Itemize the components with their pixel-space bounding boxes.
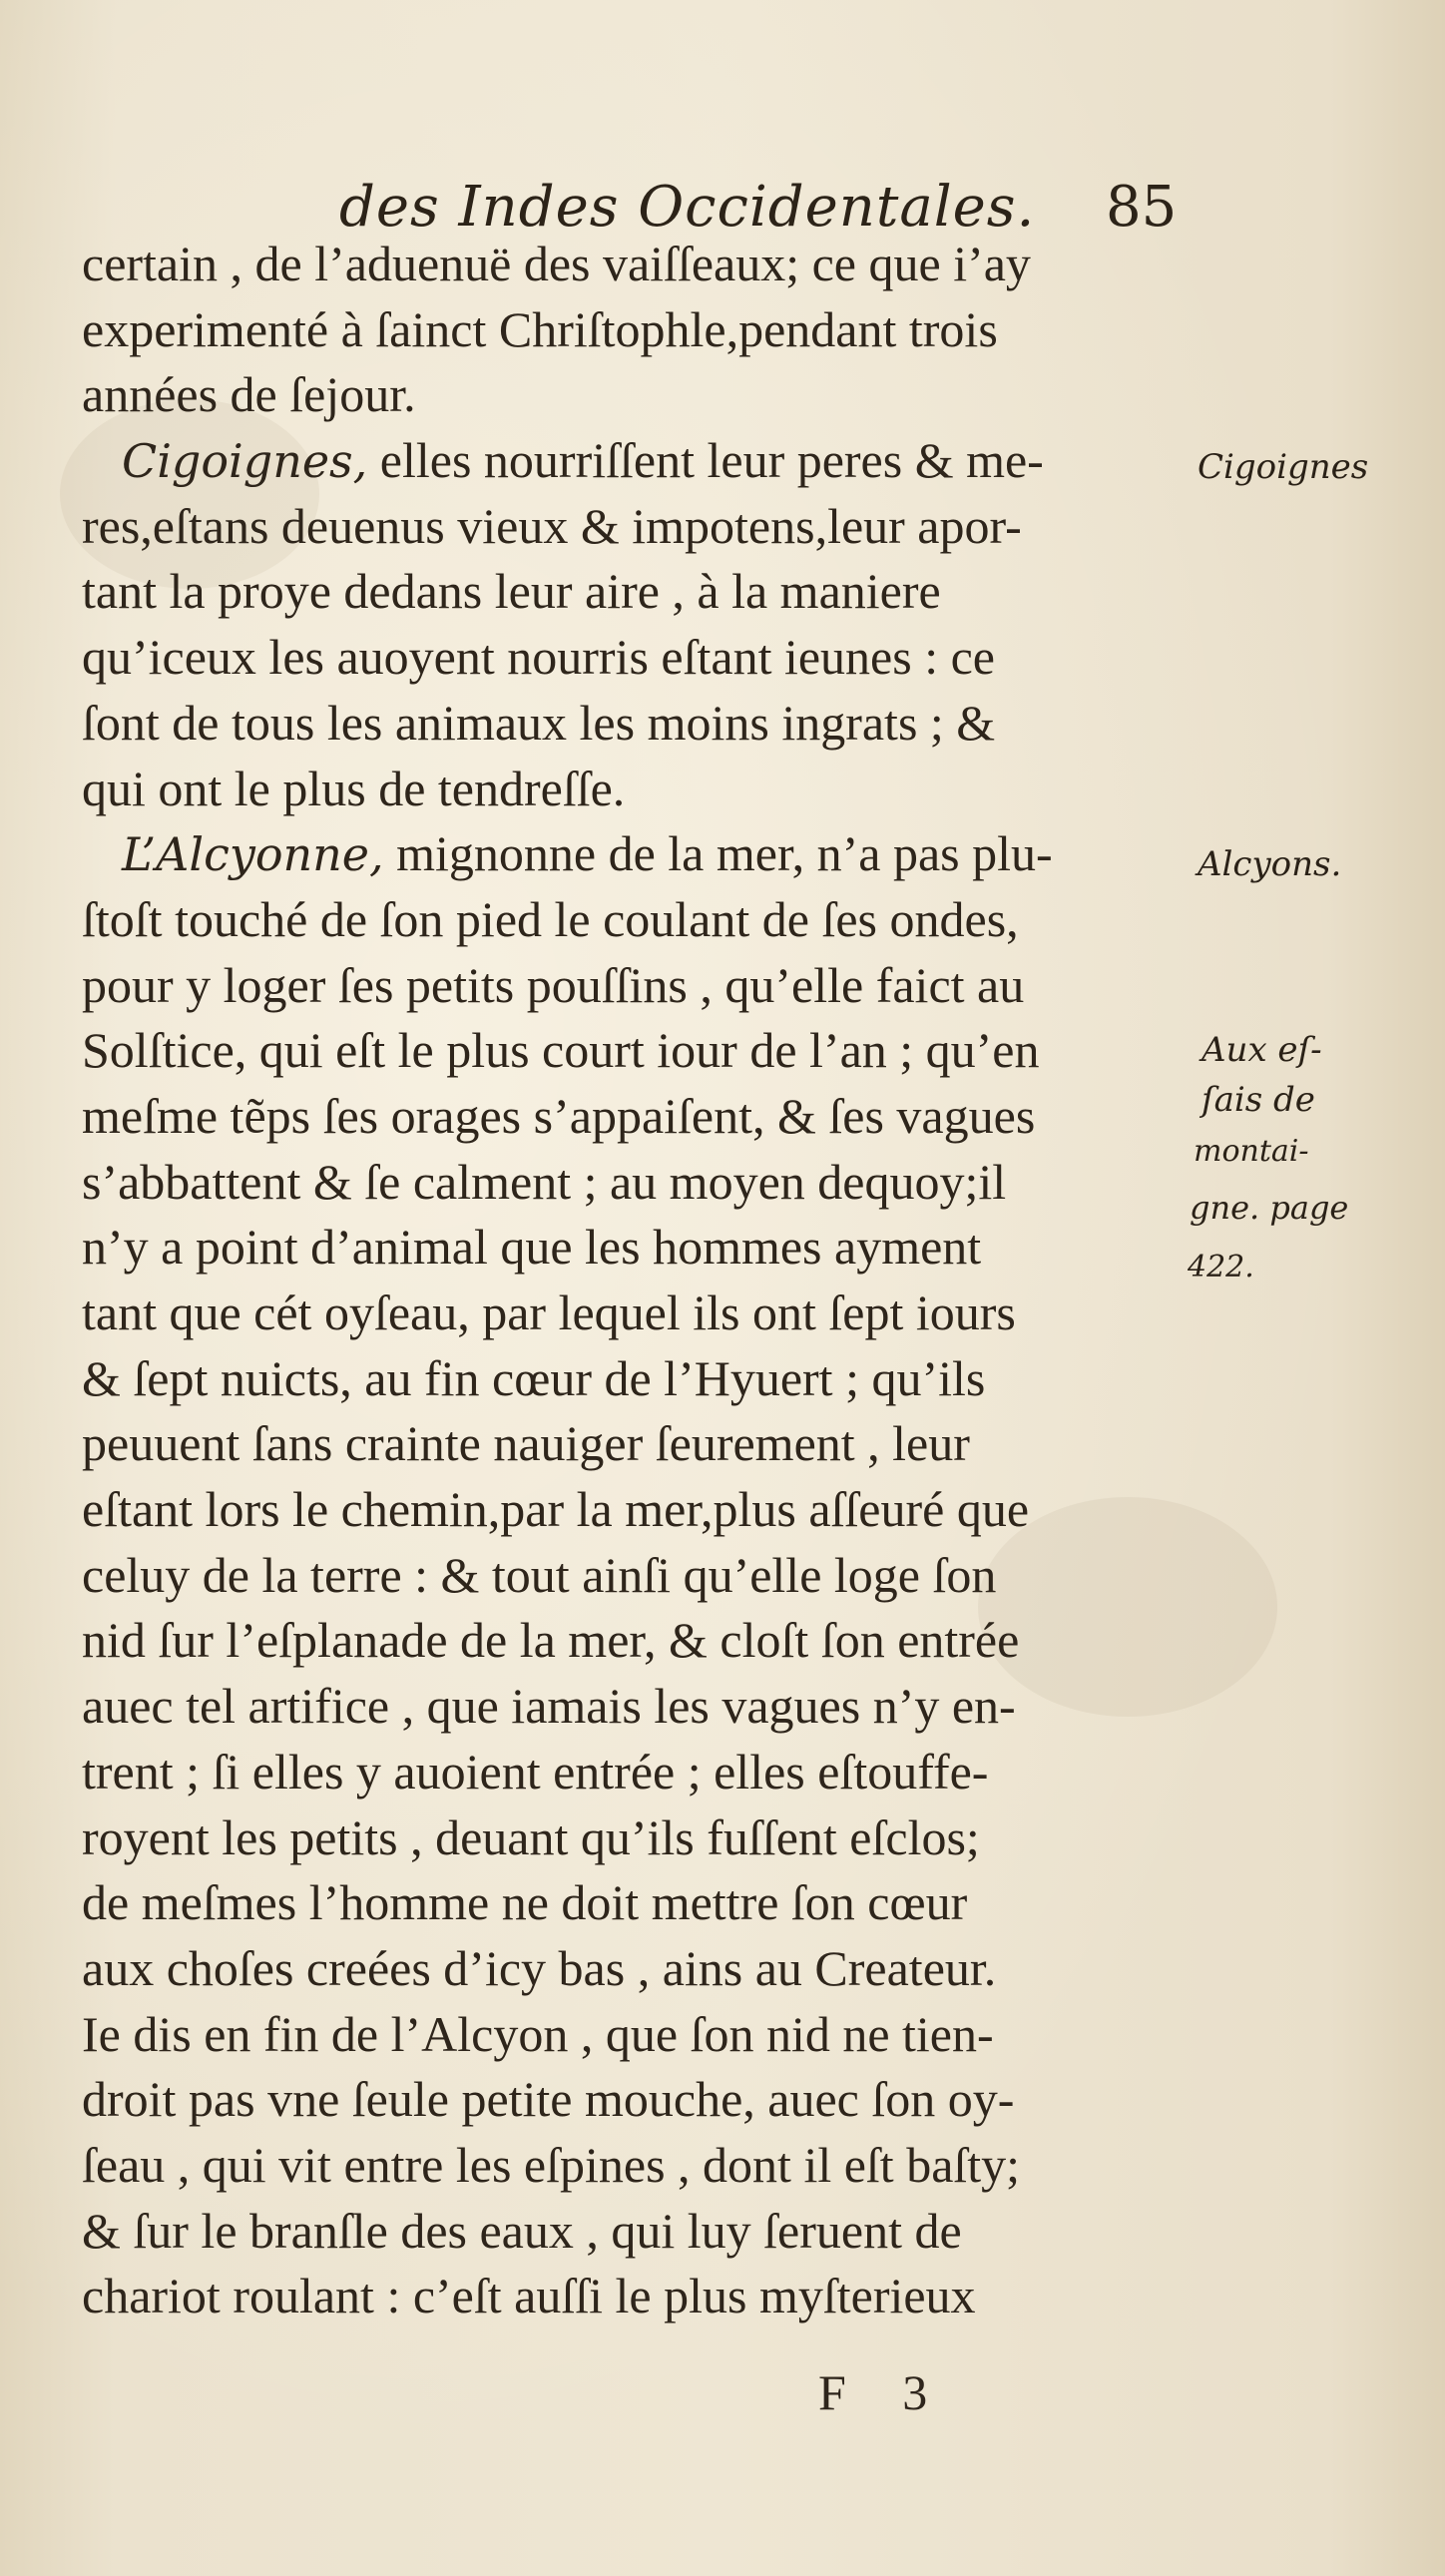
text-line: experimenté à ſainct Chriſtophle,pendant trois xyxy=(82,300,998,357)
text-line: meſme tẽps ſes orages s’appaiſent, & ſes vagues xyxy=(82,1087,1036,1144)
text-line: nid ſur l’eſplanade de la mer, & cloſt ſon entrée xyxy=(82,1612,1020,1669)
margin-note-reference: 422. xyxy=(1188,1250,1254,1285)
margin-note-cigoignes: Cigoignes xyxy=(1198,447,1369,487)
text-line: tant la proye dedans leur aire , à la maniere xyxy=(82,563,941,620)
text-line: ſtoſt touché de ſon pied le coulant de ſes ondes, xyxy=(82,890,1019,947)
text-line: certain , de l’aduenuë des vaiſſeaux; ce que i’ay xyxy=(82,236,1031,291)
text-line-rest: mignonne de la mer, n’a pas plu- xyxy=(396,825,1053,882)
text-line: pour y loger ſes petits pouſſins , qu’elle faict au xyxy=(82,956,1025,1013)
text-line: qu’iceux les auoyent nourris eſtant ieunes : ce xyxy=(82,629,995,686)
margin-note-reference: ſais de xyxy=(1202,1080,1315,1120)
text-line: peuuent ſans crainte nauiger ſeurement , leur xyxy=(82,1415,970,1472)
text-line: & ſept nuicts, au fin cœur de l’Hyuert ; qu’ils xyxy=(82,1349,986,1406)
margin-note-reference: gne. page xyxy=(1190,1189,1349,1227)
text-line: qui ont le plus de tendreſſe. xyxy=(82,760,626,816)
text-line: tant que cét oyſeau, par lequel ils ont ſept iours xyxy=(82,1285,1016,1340)
margin-note-reference: Aux eſ- xyxy=(1202,1030,1322,1070)
text-line: ſont de tous les animaux les moins ingrats ; & xyxy=(82,694,996,751)
text-line-rest: elles nourriſſent leur peres & me- xyxy=(379,432,1044,489)
text-line: trent ; ſi elles y auoient entrée ; elles eſtouffe- xyxy=(82,1743,989,1800)
text-line: années de ſejour. xyxy=(82,366,416,423)
paragraph-head-cigoignes: Cigoignes, xyxy=(122,434,368,489)
text-line: droit pas vne ſeule petite mouche, auec ſon oy- xyxy=(82,2071,1015,2128)
margin-note-alcyons: Alcyons. xyxy=(1198,844,1342,884)
text-line: aux choſes creées d’icy bas , ains au Createur. xyxy=(82,1939,997,1996)
margin-note-reference: montai- xyxy=(1194,1134,1309,1169)
text-line: chariot roulant : c’eſt auſſi le plus myſterieux xyxy=(82,2268,976,2324)
page-number: 85 xyxy=(1106,175,1178,240)
text-line: ſeau , qui vit entre les eſpines , dont il eſt baſty; xyxy=(82,2136,1021,2193)
text-line: royent les petits , deuant qu’ils fuſſent eſclos; xyxy=(82,1808,980,1865)
paragraph-head-alcyonne: L’Alcyonne, xyxy=(122,827,384,882)
text-line: & ſur le branſle des eaux , qui luy ſeruent de xyxy=(82,2202,962,2259)
text-line: res,eſtans deuenus vieux & impotens,leur apor- xyxy=(82,497,1022,554)
text-line: s’abbattent & ſe calment ; au moyen dequoy;il xyxy=(82,1153,1007,1210)
text-line: Solſtice, qui eſt le plus court iour de l’an ; qu’en xyxy=(82,1022,1040,1079)
running-title: des Indes Occidentales. xyxy=(339,175,1036,240)
text-line: auec tel artifice , que iamais les vagues n’y en- xyxy=(82,1678,1016,1735)
signature-mark: F 3 xyxy=(818,2364,950,2420)
text-line: de meſmes l’homme ne doit mettre ſon cœur xyxy=(82,1874,968,1931)
text-line: Ie dis en fin de l’Alcyon , que ſon nid ne tien- xyxy=(82,2005,994,2062)
text-line: eſtant lors le chemin,par la mer,plus aſſeuré que xyxy=(82,1481,1030,1538)
text-line: celuy de la terre : & tout ainſi qu’elle loge ſon xyxy=(82,1546,997,1603)
text-line: n’y a point d’animal que les hommes ayment xyxy=(82,1219,982,1276)
